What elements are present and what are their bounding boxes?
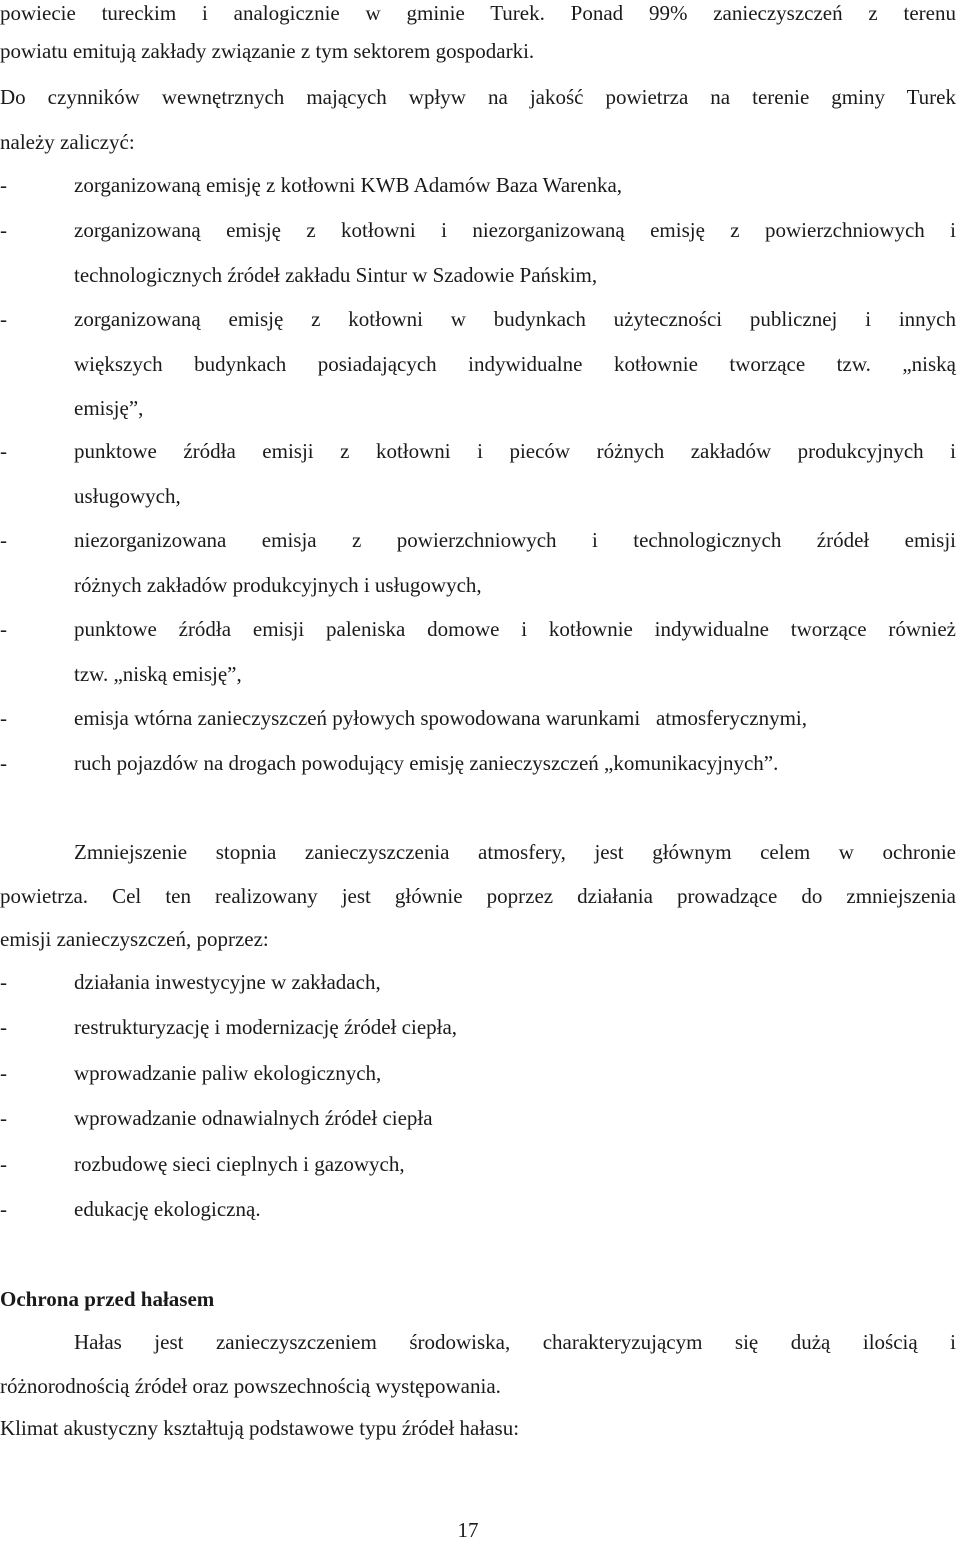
list-bullet: - — [0, 1106, 7, 1130]
list-item: punktowe źródła emisji paleniska domowe i kotłownie indywidualne tworzące również — [74, 617, 956, 641]
list-item-continuation: większych budynkach posiadających indywidualne kotłownie tworzące tzw. „niską — [74, 352, 956, 376]
paragraph-line: Do czynników wewnętrznych mających wpływ na jakość powietrza na terenie gminy Turek — [0, 85, 956, 109]
paragraph-line: powietrza. Cel ten realizowany jest głównie poprzez działania prowadzące do zmniejszenia — [0, 884, 956, 908]
paragraph-line: Hałas jest zanieczyszczeniem środowiska, charakteryzującym się dużą ilością i — [74, 1330, 956, 1354]
paragraph-line: należy zaliczyć: — [0, 130, 135, 154]
list-bullet: - — [0, 1152, 7, 1176]
list-bullet: - — [0, 970, 7, 994]
list-bullet: - — [0, 528, 7, 552]
paragraph-line: Zmniejszenie stopnia zanieczyszczenia atmosfery, jest głównym celem w ochronie — [74, 840, 956, 864]
list-bullet: - — [0, 439, 7, 463]
list-bullet: - — [0, 1015, 7, 1039]
paragraph-line: emisji zanieczyszczeń, poprzez: — [0, 927, 269, 951]
section-heading: Ochrona przed hałasem — [0, 1287, 215, 1311]
list-item: zorganizowaną emisję z kotłowni i niezorganizowaną emisję z powierzchniowych i — [74, 218, 956, 242]
list-item-continuation: usługowych, — [74, 484, 181, 508]
list-item: niezorganizowana emisja z powierzchniowych i technologicznych źródeł emisji — [74, 528, 956, 552]
list-item: ruch pojazdów na drogach powodujący emisję zanieczyszczeń „komunikacyjnych”. — [74, 751, 779, 775]
list-item-continuation: tzw. „niską emisję”, — [74, 662, 242, 686]
paragraph-line: powiatu emitują zakłady związanie z tym sektorem gospodarki. — [0, 39, 535, 63]
list-item: rozbudowę sieci cieplnych i gazowych, — [74, 1152, 405, 1176]
list-bullet: - — [0, 173, 7, 197]
list-item-continuation: różnych zakładów produkcyjnych i usługowych, — [74, 573, 482, 597]
list-bullet: - — [0, 1061, 7, 1085]
list-bullet: - — [0, 1197, 7, 1221]
paragraph-line: powiecie tureckim i analogicznie w gminie Turek. Ponad 99% zanieczyszczeń z terenu — [0, 1, 956, 25]
list-item: zorganizowaną emisję z kotłowni w budynkach użyteczności publicznej i innych — [74, 307, 956, 331]
list-item: zorganizowaną emisję z kotłowni KWB Adamów Baza Warenka, — [74, 173, 623, 197]
list-item: punktowe źródła emisji z kotłowni i pieców różnych zakładów produkcyjnych i — [74, 439, 956, 463]
list-bullet: - — [0, 218, 7, 242]
list-item: restrukturyzację i modernizację źródeł ciepła, — [74, 1015, 458, 1039]
list-bullet: - — [0, 706, 7, 730]
paragraph-line: Klimat akustyczny kształtują podstawowe typu źródeł hałasu: — [0, 1416, 520, 1440]
list-bullet: - — [0, 751, 7, 775]
paragraph-line: różnorodnością źródeł oraz powszechnością występowania. — [0, 1374, 501, 1398]
list-item-continuation: technologicznych źródeł zakładu Sintur w Szadowie Pańskim, — [74, 263, 598, 287]
list-item: wprowadzanie paliw ekologicznych, — [74, 1061, 382, 1085]
list-item: działania inwestycyjne w zakładach, — [74, 970, 381, 994]
list-bullet: - — [0, 307, 7, 331]
list-bullet: - — [0, 617, 7, 641]
list-item-continuation: emisję”, — [74, 396, 144, 420]
page-number: 17 — [457, 1518, 479, 1542]
list-item: wprowadzanie odnawialnych źródeł ciepła — [74, 1106, 433, 1130]
list-item: emisja wtórna zanieczyszczeń pyłowych spowodowana warunkami atmosferycznymi, — [74, 706, 807, 730]
list-item: edukację ekologiczną. — [74, 1197, 261, 1221]
